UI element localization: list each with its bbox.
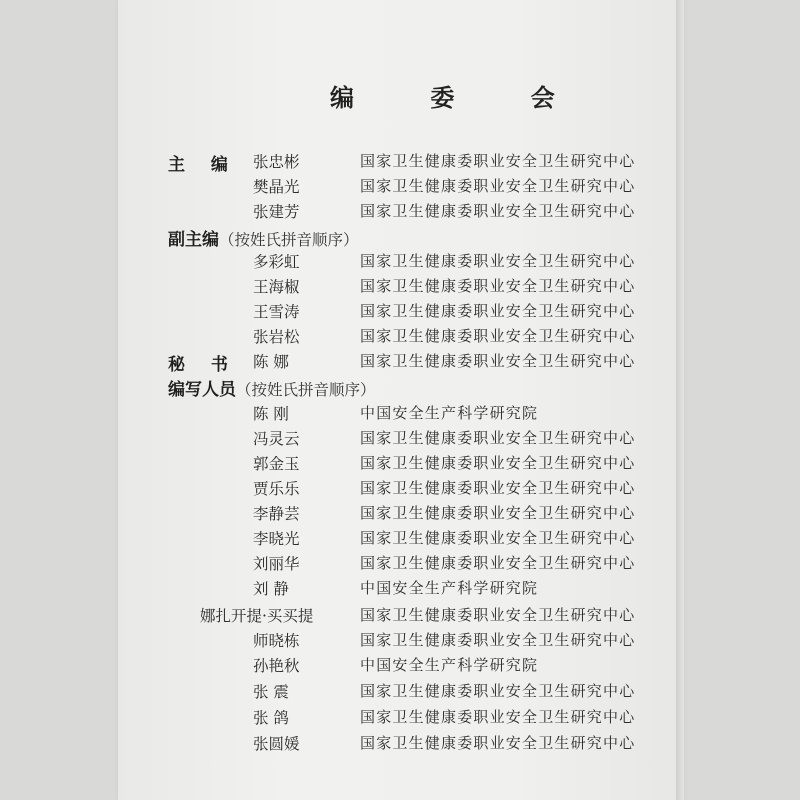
member-name: 王海椒	[253, 278, 300, 296]
deputy-editor-row	[0, 300, 800, 324]
writer-row	[0, 577, 800, 601]
member-org: 国家卫生健康委职业安全卫生研究中心	[360, 554, 636, 572]
member-name: 张岩松	[253, 328, 300, 346]
writer-row	[0, 654, 800, 678]
member-org: 国家卫生健康委职业安全卫生研究中心	[360, 504, 636, 522]
writers-heading	[0, 375, 800, 399]
member-org: 国家卫生健康委职业安全卫生研究中心	[360, 429, 636, 447]
member-org: 国家卫生健康委职业安全卫生研究中心	[360, 682, 636, 700]
member-name: 娜扎开提·买买提	[200, 607, 314, 625]
member-name: 刘 静	[253, 580, 289, 598]
deputy-editor-row	[0, 325, 800, 349]
role-chief-editor: 主 编	[168, 155, 238, 175]
writer-row	[0, 527, 800, 551]
member-name: 多彩虹	[253, 253, 300, 271]
member-org: 国家卫生健康委职业安全卫生研究中心	[360, 529, 636, 547]
member-name: 刘丽华	[253, 555, 300, 573]
secretary-row	[0, 350, 800, 374]
member-name: 樊晶光	[253, 178, 300, 196]
member-name: 孙艳秋	[253, 657, 300, 675]
member-org: 中国安全生产科学研究院	[360, 404, 539, 422]
member-org: 国家卫生健康委职业安全卫生研究中心	[360, 177, 636, 195]
writer-row	[0, 680, 800, 704]
member-name: 师晓栋	[253, 632, 300, 650]
member-org: 国家卫生健康委职业安全卫生研究中心	[360, 708, 636, 726]
role-secretary: 秘 书	[168, 355, 238, 375]
writer-row	[0, 732, 800, 756]
writer-row	[0, 402, 800, 426]
member-name: 李静芸	[253, 505, 300, 523]
member-org: 国家卫生健康委职业安全卫生研究中心	[360, 152, 636, 170]
writer-row	[0, 629, 800, 653]
member-org: 中国安全生产科学研究院	[360, 656, 539, 674]
writer-row	[0, 552, 800, 576]
member-name: 贾乐乐	[253, 480, 300, 498]
page-title: 编 委 会	[330, 83, 589, 112]
writer-row	[0, 604, 800, 628]
writer-row	[0, 706, 800, 730]
member-name: 王雪涛	[253, 303, 300, 321]
member-name: 张建芳	[253, 203, 300, 221]
writer-row	[0, 452, 800, 476]
role-writers: 编写人员（按姓氏拼音顺序）	[168, 380, 376, 400]
member-org: 国家卫生健康委职业安全卫生研究中心	[360, 277, 636, 295]
writer-row	[0, 427, 800, 451]
chief-editor-row	[0, 175, 800, 199]
member-org: 国家卫生健康委职业安全卫生研究中心	[360, 352, 636, 370]
deputy-editor-row	[0, 275, 800, 299]
member-name: 张忠彬	[253, 153, 300, 171]
member-org: 国家卫生健康委职业安全卫生研究中心	[360, 606, 636, 624]
member-org: 国家卫生健康委职业安全卫生研究中心	[360, 454, 636, 472]
member-org: 国家卫生健康委职业安全卫生研究中心	[360, 302, 636, 320]
member-name: 郭金玉	[253, 455, 300, 473]
member-name: 冯灵云	[253, 430, 300, 448]
member-name: 张圆媛	[253, 735, 300, 753]
member-org: 国家卫生健康委职业安全卫生研究中心	[360, 479, 636, 497]
deputy-editor-heading	[0, 225, 800, 249]
member-name: 陈 娜	[253, 353, 289, 371]
member-org: 国家卫生健康委职业安全卫生研究中心	[360, 631, 636, 649]
chief-editor-row	[0, 150, 800, 174]
member-org: 国家卫生健康委职业安全卫生研究中心	[360, 327, 636, 345]
role-deputy-editor: 副主编（按姓氏拼音顺序）	[168, 230, 359, 250]
writer-row	[0, 502, 800, 526]
member-org: 国家卫生健康委职业安全卫生研究中心	[360, 202, 636, 220]
chief-editor-row	[0, 200, 800, 224]
member-name: 张 震	[253, 683, 289, 701]
member-name: 张 鸽	[253, 709, 289, 727]
member-org: 中国安全生产科学研究院	[360, 579, 539, 597]
sort-note: （按姓氏拼音顺序）	[219, 231, 359, 249]
member-name: 李晓光	[253, 530, 300, 548]
member-org: 国家卫生健康委职业安全卫生研究中心	[360, 252, 636, 270]
sort-note: （按姓氏拼音顺序）	[236, 381, 376, 399]
writer-row	[0, 477, 800, 501]
member-name: 陈 刚	[253, 405, 289, 423]
deputy-editor-row	[0, 250, 800, 274]
member-org: 国家卫生健康委职业安全卫生研究中心	[360, 734, 636, 752]
